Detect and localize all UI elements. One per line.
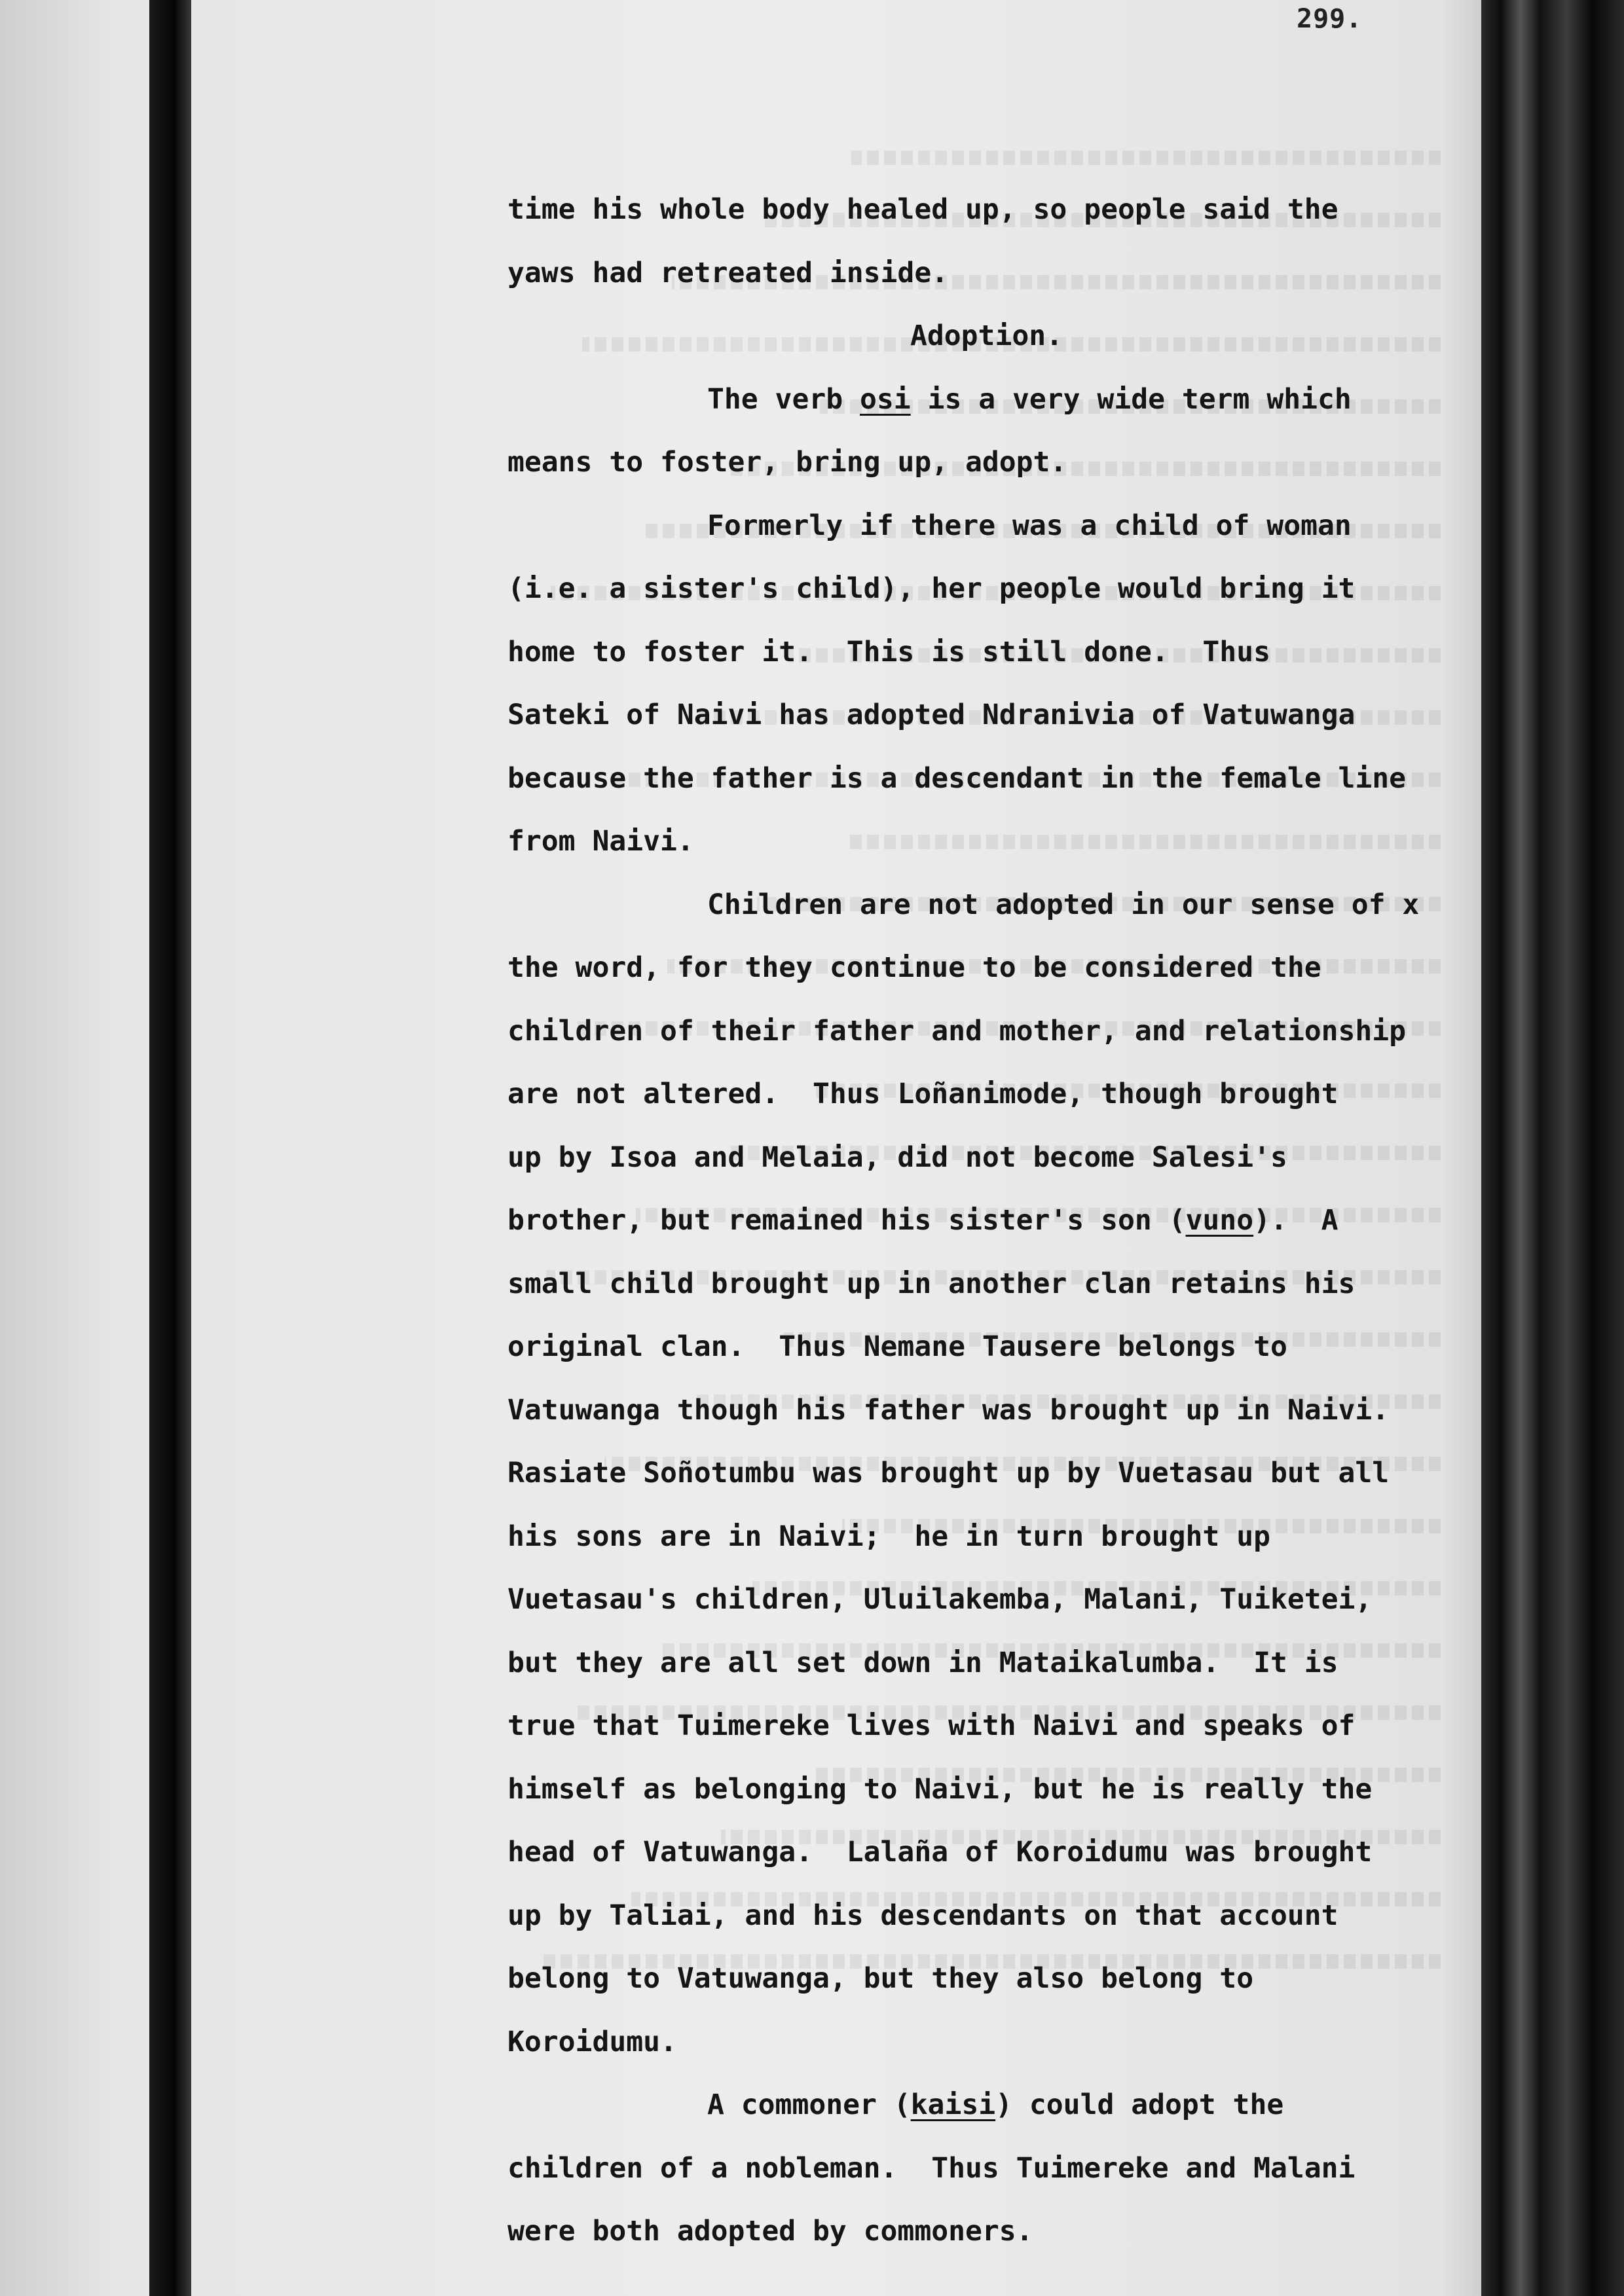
- text-span: true that Tuimereke lives with Naivi and speaks of: [507, 1709, 1356, 1742]
- text-span: belong to Vatuwanga, but they also belong to: [507, 1962, 1254, 1995]
- section-heading: [507, 304, 1477, 368]
- text-span: original clan. Thus Nemane Tausere belongs to: [507, 1330, 1287, 1363]
- text-line: [507, 1884, 1477, 1948]
- text-line: [507, 1568, 1477, 1631]
- text-span: head of Vatuwanga. Lalaña of Koroidumu was brought: [507, 1836, 1373, 1868]
- text-span: himself as belonging to Naivi, but he is really the: [507, 1772, 1373, 1806]
- text-span: children of their father and mother, and relationship: [507, 1014, 1407, 1048]
- text-line: [507, 1505, 1477, 1569]
- bleed-row: [851, 124, 1441, 187]
- text-span: because the father is a descendant in the female line: [507, 761, 1407, 795]
- text-span: ) could adopt the: [995, 2088, 1284, 2121]
- text-span: Children are not adopted in our sense of x: [707, 888, 1420, 921]
- text-line: [507, 1631, 1477, 1695]
- text-line: [507, 2200, 1477, 2263]
- text-span: is a very wide term which: [910, 382, 1352, 416]
- text-line: [507, 1063, 1477, 1126]
- text-line: [507, 1758, 1477, 1821]
- text-span: means to foster, bring up, adopt.: [507, 446, 1067, 479]
- text-span: Rasiate Soñotumbu was brought up by Vuetasau but all: [507, 1457, 1390, 1489]
- text-line: [507, 810, 1477, 873]
- text-line: [507, 557, 1477, 621]
- page-number: 299.: [1297, 4, 1363, 34]
- text-span: the word, for they continue to be considered the: [507, 951, 1321, 984]
- text-span: were both adopted by commoners.: [507, 2215, 1033, 2248]
- text-span: The verb: [707, 382, 860, 416]
- text-line: [507, 1252, 1477, 1316]
- text-line: [507, 747, 1477, 811]
- text-line: [507, 1947, 1477, 2011]
- text-line: [507, 1000, 1477, 1063]
- underlined-term: osi: [860, 382, 911, 416]
- text-line: [507, 2137, 1477, 2200]
- text-line: [507, 1126, 1477, 1190]
- text-span: from Naivi.: [507, 825, 694, 858]
- right-binding-edge: [1481, 0, 1624, 2296]
- text-span: (i.e. a sister's child), her people would bring it: [507, 572, 1356, 605]
- text-line: [507, 242, 1477, 305]
- text-line: [507, 1821, 1477, 1884]
- text-span: time his whole body healed up, so people said the: [507, 193, 1338, 226]
- text-span: small child brought up in another clan retains his: [507, 1267, 1356, 1300]
- text-line: [507, 178, 1477, 242]
- text-line: [507, 368, 1477, 431]
- text-span: Sateki of Naivi has adopted Ndranivia of Vatuwanga: [507, 699, 1356, 731]
- text-span: A commoner (: [707, 2088, 911, 2121]
- text-line: [507, 2011, 1477, 2074]
- text-line: [507, 2073, 1477, 2137]
- text-span: Koroidumu.: [507, 2025, 677, 2058]
- text-span: yaws had retreated inside.: [507, 256, 949, 289]
- text-line: [507, 494, 1477, 558]
- text-span: Formerly if there was a child of woman: [707, 509, 1352, 542]
- text-line: [507, 1315, 1477, 1379]
- text-line: [507, 1694, 1477, 1758]
- text-span: are not altered. Thus Loñanimode, though brought: [507, 1078, 1338, 1110]
- text-span: his sons are in Naivi; he in turn brought up: [507, 1520, 1270, 1553]
- text-line: [507, 683, 1477, 747]
- text-line: [507, 621, 1477, 684]
- text-line: [507, 936, 1477, 1000]
- typed-text-body: [507, 178, 1477, 2263]
- text-span: Vuetasau's children, Uluilakemba, Malani, Tuiketei,: [507, 1583, 1373, 1616]
- text-span: up by Taliai, and his descendants on that account: [507, 1899, 1338, 1932]
- text-span: up by Isoa and Melaia, did not become Salesi's: [507, 1140, 1287, 1174]
- text-line: [507, 1379, 1477, 1442]
- text-line: [507, 431, 1477, 494]
- text-span: but they are all set down in Mataikalumba. It is: [507, 1646, 1338, 1679]
- text-span: brother, but remained his sister's son (: [507, 1204, 1186, 1237]
- text-span: children of a nobleman. Thus Tuimereke and Malani: [507, 2151, 1356, 2185]
- left-binding-shadow: [149, 0, 191, 2296]
- underlined-term: kaisi: [910, 2088, 996, 2121]
- underlined-term: vuno: [1185, 1204, 1254, 1237]
- text-span: ). A: [1253, 1204, 1338, 1237]
- text-span: home to foster it. This is still done. Thus: [507, 635, 1270, 668]
- text-span: Adoption.: [910, 319, 1063, 352]
- text-span: Vatuwanga though his father was brought up in Naivi.: [507, 1393, 1390, 1427]
- text-line: [507, 1442, 1477, 1505]
- text-line: [507, 873, 1477, 937]
- text-line: [507, 1189, 1477, 1252]
